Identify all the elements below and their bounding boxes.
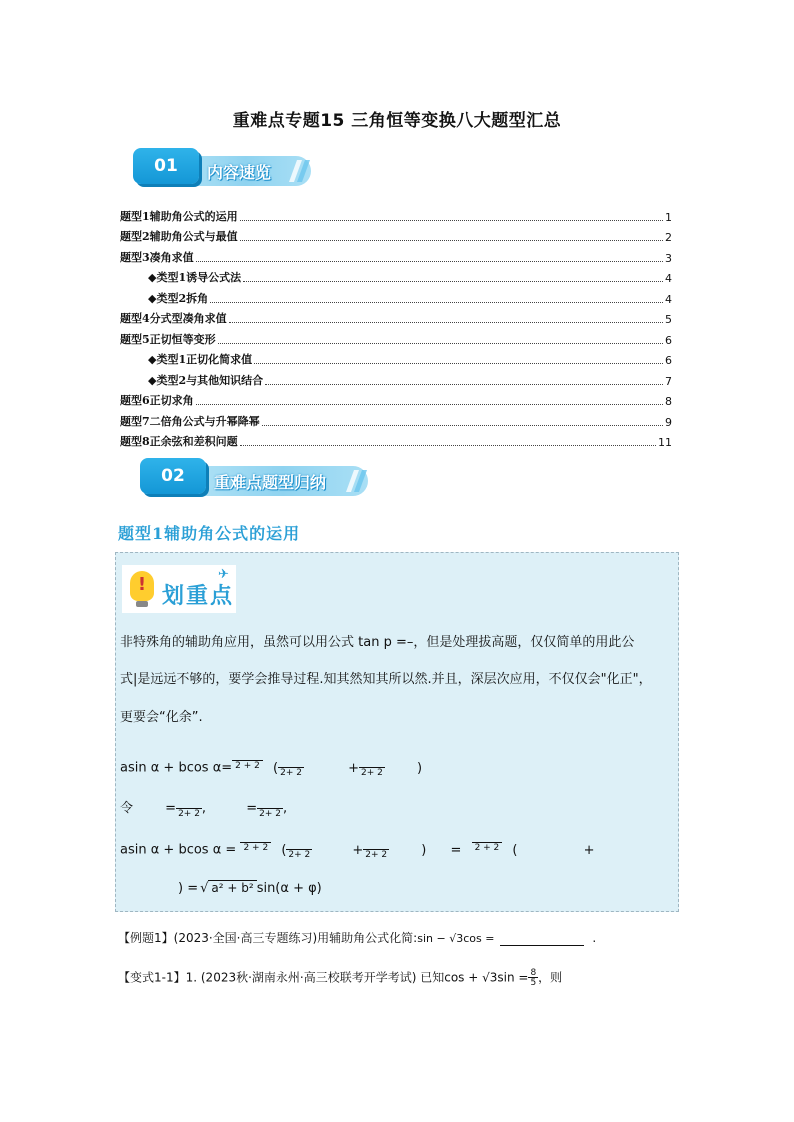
formula-text: 令	[120, 801, 134, 816]
formula-text: )	[417, 760, 423, 776]
fraction-denominator: 2+ 2	[365, 850, 388, 860]
toc-subitem[interactable]	[120, 265, 672, 286]
formula-text: =	[165, 801, 177, 816]
toc-item-text: 题型8正余弦和差积问题	[120, 435, 238, 448]
formula-text: (	[512, 842, 518, 858]
answer-blank[interactable]	[500, 933, 584, 946]
formula-text: +	[348, 760, 360, 776]
example-text: (2023·全国·高三专题练习)用辅助角公式化简:	[173, 931, 418, 945]
key-point-line-2: 式|是远远不够的，要学会推导过程.知其然知其所以然.并且，深层次应用，不仅仅会"化正"，	[120, 672, 652, 687]
formula-text: (	[281, 842, 287, 858]
formula-text: +	[352, 842, 364, 858]
sqrt-radicand: 2 + 2	[232, 760, 263, 771]
sqrt-radicand: a² + b²	[208, 880, 256, 895]
formula-text: (	[273, 760, 279, 776]
variant-text: 1. (2023秋·湖南永州·高三校联考开学考试) 已知cos + √3sin =	[185, 970, 529, 985]
key-point-line-3: 更要会“化余”.	[120, 710, 203, 725]
toc-leader-dots	[196, 404, 663, 405]
fraction-denominator: 2+ 2	[361, 768, 383, 778]
toc-leader-dots	[262, 425, 663, 426]
toc-leader-dots	[254, 363, 663, 364]
formula-text: =	[450, 842, 462, 858]
fraction-denominator: 2+ 2	[178, 808, 200, 819]
toc-leader-dots	[196, 261, 663, 262]
toc-leader-dots	[218, 343, 663, 344]
toc-page-number: 6	[665, 333, 672, 347]
toc-page-number: 9	[665, 415, 672, 429]
formula-text: asin α + bcos α=	[120, 760, 233, 776]
formula-text: ) =	[178, 881, 199, 896]
toc-item-text: ◆类型2与其他知识结合	[148, 373, 264, 387]
key-point-box	[115, 552, 679, 912]
toc-page-number: 3	[665, 251, 672, 265]
formula-line-3	[120, 840, 595, 860]
paper-plane-icon: ✈	[218, 567, 229, 582]
toc-item-text: ◆类型1正切化简求值	[148, 353, 253, 366]
formula-text: ,	[282, 801, 288, 816]
formula-text: )	[421, 842, 427, 858]
fraction-numerator: 8	[530, 968, 537, 978]
formula-line-2	[120, 797, 287, 819]
toc-item[interactable]	[120, 306, 672, 327]
key-point-line-1: 非特殊角的辅助角应用，虽然可以用公式 tan p =–，但是处理拔高题，仅仅简单的用此公	[120, 635, 635, 650]
toc-page-number: 1	[665, 210, 672, 224]
toc-page-number: 6	[665, 354, 672, 367]
banner-number: 01	[133, 148, 199, 184]
example-label: 【例题1】	[118, 931, 174, 945]
toc-item[interactable]	[120, 203, 672, 224]
banner-label: 内容速览	[207, 163, 272, 182]
toc-item-text: ◆类型1诱导公式法	[148, 271, 242, 284]
toc-page-number: 8	[665, 395, 672, 408]
key-point-logo	[122, 565, 236, 613]
toc-subitem[interactable]	[120, 347, 672, 368]
formula-text: ,	[201, 801, 207, 816]
fraction-denominator: 5	[530, 978, 537, 988]
banner-label: 重难点题型归纳	[214, 473, 327, 492]
formula-line-4: ) = √ a² + b² sin(α + φ)	[178, 881, 322, 896]
toc-item-text: 题型7二倍角公式与升幂降幂	[120, 414, 260, 428]
sqrt-radicand: 2 + 2	[472, 842, 503, 853]
section-banner-overview	[133, 148, 311, 188]
sqrt-radicand: 2 + 2	[240, 842, 271, 853]
toc-subitem[interactable]	[120, 285, 672, 306]
lightbulb-base	[136, 601, 148, 607]
toc-item[interactable]	[120, 326, 672, 347]
section-heading: 题型1辅助角公式的运用	[118, 524, 301, 543]
section-banner-types	[140, 458, 370, 498]
formula-text: asin α + bcos α =	[120, 842, 237, 858]
toc-item[interactable]	[120, 388, 672, 409]
formula-text: sin(α + φ)	[256, 881, 322, 896]
toc-leader-dots	[243, 281, 663, 282]
toc-item-text: 题型2辅助角公式与最值	[120, 230, 238, 243]
toc-leader-dots	[210, 302, 663, 303]
formula-line-1	[120, 758, 422, 778]
fraction-denominator: 2+ 2	[259, 808, 281, 819]
toc-item[interactable]	[120, 224, 672, 245]
toc-page-number: 7	[665, 374, 672, 388]
variant-label: 【变式1-1】	[118, 970, 186, 985]
toc-page-number: 4	[665, 292, 672, 306]
variant-tail: ，则	[538, 970, 563, 985]
fraction-denominator: 2+ 2	[288, 850, 311, 860]
toc-item[interactable]	[120, 244, 672, 265]
toc-item-text: 题型6正切求角	[120, 394, 194, 407]
lightbulb-icon: !	[130, 571, 154, 601]
toc-item[interactable]	[120, 408, 672, 429]
banner-number: 02	[140, 458, 206, 494]
toc-page-number: 4	[665, 272, 672, 285]
toc-item-text: ◆类型2拆角	[148, 291, 209, 305]
toc-item-text: 题型4分式型凑角求值	[120, 312, 227, 325]
toc-item-text: 题型1辅助角公式的运用	[120, 209, 238, 223]
toc-leader-dots	[265, 384, 663, 385]
toc-leader-dots	[229, 322, 663, 323]
logo-text: 划重点	[162, 584, 235, 609]
toc-page-number: 2	[665, 231, 672, 244]
toc-page-number: 11	[658, 436, 672, 449]
toc-item[interactable]	[120, 429, 672, 450]
variant-1-1	[118, 968, 562, 988]
formula-text: =	[246, 801, 258, 816]
example-expression: sin − √3cos =	[417, 932, 495, 945]
formula-text: +	[583, 842, 595, 858]
fraction-denominator: 2+ 2	[280, 768, 302, 778]
toc-leader-dots	[240, 445, 656, 446]
toc-subitem[interactable]	[120, 367, 672, 388]
example-end: .	[592, 931, 597, 945]
table-of-contents	[120, 203, 672, 449]
toc-item-text: 题型5正切恒等变形	[120, 332, 216, 346]
example-1	[118, 929, 596, 946]
toc-item-text: 题型3凑角求值	[120, 250, 194, 264]
toc-leader-dots	[240, 240, 663, 241]
toc-leader-dots	[240, 220, 663, 221]
document-title: 重难点专题15 三角恒等变换八大题型汇总	[232, 111, 562, 131]
toc-page-number: 5	[665, 313, 672, 326]
